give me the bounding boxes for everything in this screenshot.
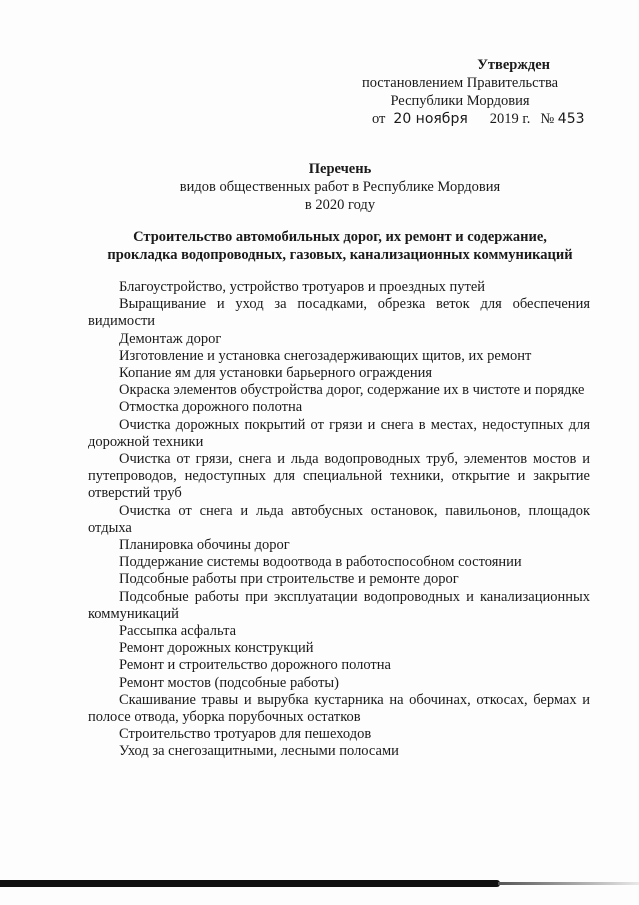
document-subtitle-2: в 2020 году bbox=[304, 197, 376, 213]
list-item: Планировка обочины дорог bbox=[119, 537, 290, 554]
list-item: Очистка дорожных покрытий от грязи и снега в местах, недоступных для дорожной техники bbox=[88, 416, 590, 450]
section-title bbox=[80, 228, 600, 264]
section-title-line-1: Строительство автомобильных дорог, их ремонт и содержание, bbox=[133, 229, 547, 245]
section-title-line-2: прокладка водопроводных, газовых, канализационных коммуникаций bbox=[107, 247, 573, 263]
work-types-list bbox=[88, 279, 590, 761]
list-item: Отмостка дорожного полотна bbox=[119, 399, 303, 416]
list-item: Благоустройство, устройство тротуаров и проездных путей bbox=[119, 279, 486, 295]
document-title-block bbox=[80, 160, 600, 214]
scan-edge-bar-tail bbox=[498, 882, 639, 885]
approval-heading: Утвержден bbox=[477, 57, 550, 73]
approval-date-line bbox=[340, 110, 585, 128]
number-value: 453 bbox=[557, 111, 585, 127]
date-prefix: от bbox=[372, 111, 386, 127]
scan-edge-bar bbox=[0, 880, 500, 887]
list-item: Выращивание и уход за посадками, обрезка веток для обеспечения видимости bbox=[88, 296, 590, 330]
list-item: Рассыпка асфальта bbox=[119, 623, 237, 640]
list-item: Подсобные работы при строительстве и ремонте дорог bbox=[119, 571, 459, 588]
list-item: Очистка от снега и льда автобусных остановок, павильонов, площадок отдыха bbox=[88, 502, 590, 536]
list-item: Очистка от грязи, снега и льда водопроводных труб, элементов мостов и путепроводов, недоступных для специальной техники, открытие и закрытие отверстий труб bbox=[88, 451, 590, 502]
list-item: Поддержание системы водоотвода в работоспособном состоянии bbox=[119, 554, 522, 571]
approval-stamp bbox=[340, 56, 585, 128]
document-subtitle-1: видов общественных работ в Республике Мордовия bbox=[179, 179, 501, 195]
list-item: Изготовление и установка снегозадерживающих щитов, их ремонт bbox=[119, 347, 532, 364]
list-item: Строительство тротуаров для пешеходов bbox=[119, 726, 372, 743]
list-item: Демонтаж дорог bbox=[119, 330, 222, 347]
list-item: Ремонт дорожных конструкций bbox=[119, 640, 314, 657]
date-day-month: 20 ноября bbox=[393, 111, 468, 127]
date-year: 2019 г. bbox=[489, 111, 531, 127]
approval-line-1: постановлением Правительства bbox=[361, 75, 559, 91]
list-item: Копание ям для установки барьерного ограждения bbox=[119, 365, 433, 382]
list-item: Скашивание травы и вырубка кустарника на обочинах, откосах, бермах и полосе отвода, уборка порубочных остатков bbox=[88, 691, 590, 726]
list-item: Окраска элементов обустройства дорог, содержание их в чистоте и порядке bbox=[119, 382, 585, 399]
number-sign: № bbox=[540, 111, 555, 127]
list-item: Подсобные работы при эксплуатации водопроводных и канализационных коммуникаций bbox=[88, 588, 590, 622]
list-item: Ремонт мостов (подсобные работы) bbox=[119, 674, 339, 691]
approval-line-2: Республики Мордовия bbox=[390, 93, 530, 109]
document-title: Перечень bbox=[308, 161, 372, 177]
list-item: Уход за снегозащитными, лесными полосами bbox=[119, 743, 399, 760]
list-item: Ремонт и строительство дорожного полотна bbox=[119, 657, 391, 674]
